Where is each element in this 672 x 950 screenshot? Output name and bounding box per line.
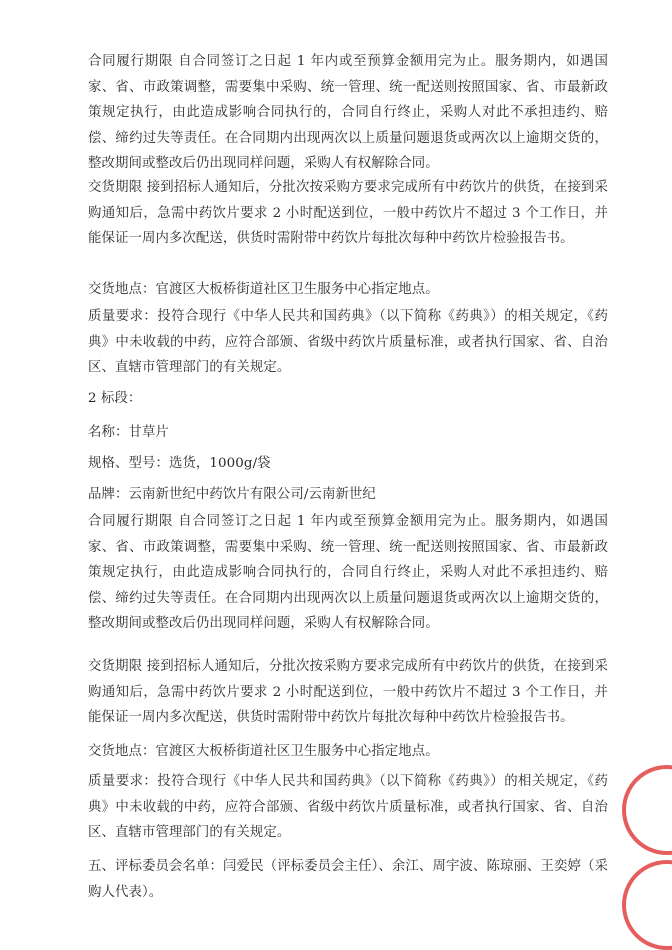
delivery-location-paragraph-2: 交货地点：官渡区大板桥街道社区卫生服务中心指定地点。 — [88, 744, 439, 759]
product-spec: 规格、型号：选货，1000g/袋 — [88, 456, 271, 471]
delivery-location-paragraph-1: 交货地点：官渡区大板桥街道社区卫生服务中心指定地点。 — [88, 282, 439, 297]
contract-period-paragraph-1: 合同履行期限 自合同签订之日起 1 年内或至预算金额用完为止。服务期内，如遇国家、省、市政策调整，需要集中采购、统一管理、统一配送则按照国家、省、市最新政策规定执行，由此造成影响合同执行的，合同自行终止，采购人对此不承担违约、赔偿、缔约过失等责任。在合同期内出现两次以上质量问题退货或两次以上逾期交货的，整改期间或整改后仍出现同样问题，采购人有权解除合同。 — [88, 54, 608, 171]
contract-period-paragraph-2: 合同履行期限 自合同签订之日起 1 年内或至预算金额用完为止。服务期内，如遇国家、省、市政策调整，需要集中采购、统一管理、统一配送则按照国家、省、市最新政策规定执行，由此造成影响合同执行的，合同自行终止，采购人对此不承担违约、赔偿、缔约过失等责任。在合同期内出现两次以上质量问题退货或两次以上逾期交货的，整改期间或整改后仍出现同样问题，采购人有权解除合同。 — [88, 514, 608, 631]
product-name: 名称：甘草片 — [88, 425, 169, 440]
quality-requirement-paragraph-2: 质量要求：投符合现行《中华人民共和国药典》（以下简称《药典》）的相关规定，《药典》中未收载的中药，应符合部颁、省级中药饮片质量标准，或者执行国家、省、自治区、直辖市管理部门的有关规定。 — [88, 774, 608, 840]
evaluation-committee-list: 五、评标委员会名单：闫爱民（评标委员会主任）、余江、周宇波、陈琼丽、王奕婷（采购人代表）。 — [88, 859, 608, 900]
product-brand: 品牌：云南新世纪中药饮片有限公司/云南新世纪 — [88, 487, 376, 502]
quality-requirement-paragraph-1: 质量要求：投符合现行《中华人民共和国药典》（以下简称《药典》）的相关规定，《药典》中未收载的中药，应符合部颁、省级中药饮片质量标准，或者执行国家、省、自治区、直辖市管理部门的有关规定。 — [88, 309, 608, 375]
lot-2-heading: 2 标段： — [88, 391, 142, 406]
red-seal-stamp-lower — [622, 860, 672, 950]
delivery-period-paragraph-1: 交货期限 接到招标人通知后，分批次按采购方要求完成所有中药饮片的供货，在接到采购通知后，急需中药饮片要求 2 小时配送到位，一般中药饮片不超过 3 个工作日，并能保证一周内多次配送，供货时需附带中药饮片每批次每种中药饮片检验报告书。 — [88, 180, 608, 246]
red-seal-stamp-upper — [622, 765, 672, 855]
delivery-period-paragraph-2: 交货期限 接到招标人通知后，分批次按采购方要求完成所有中药饮片的供货，在接到采购通知后，急需中药饮片要求 2 小时配送到位，一般中药饮片不超过 3 个工作日，并能保证一周内多次配送，供货时需附带中药饮片每批次每种中药饮片检验报告书。 — [88, 659, 608, 725]
